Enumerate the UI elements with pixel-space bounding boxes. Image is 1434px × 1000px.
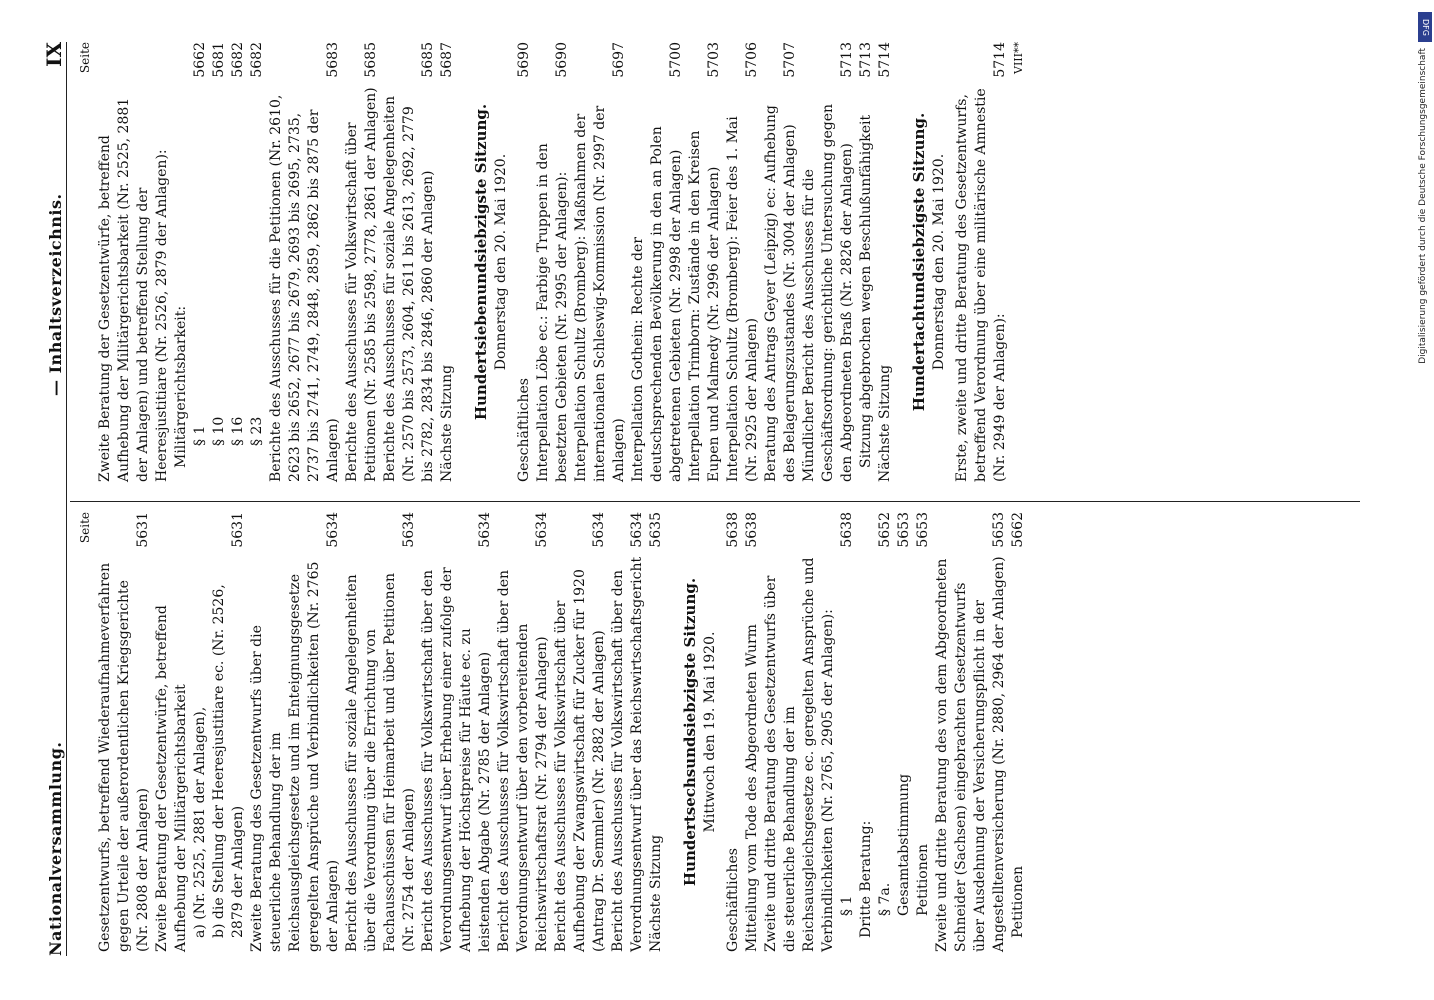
page-number: IX [42, 42, 66, 67]
toc-entry [876, 42, 895, 482]
toc-entry-text: Petitionen [915, 843, 931, 916]
toc-entry [914, 512, 933, 952]
toc-entry-text: Interpellation Schultz (Bromberg): Maßnahmen der internationalen Schleswig-Kommission (Nr. 2997 der Anlagen) [573, 105, 627, 482]
toc-entry-text: a) (Nr. 2525, 2881 der Anlagen), [192, 706, 208, 938]
toc-entry-text: § 23 [249, 416, 265, 446]
toc-entry-text: Bericht des Ausschusses für Volkswirtschaft über den Verordnungsentwurf über das Reichswirtschaftsgericht [610, 556, 645, 952]
toc-entry-page: 5634 [477, 512, 493, 548]
toc-entry [495, 512, 552, 952]
toc-entry [1009, 512, 1028, 952]
toc-entry-page: 5634 [591, 512, 607, 548]
seite-label: Seite [78, 512, 92, 544]
toc-entry-page: 5634 [534, 512, 550, 548]
toc-entry [552, 512, 609, 952]
header-right-title: — Inhaltsverzeichnis. [46, 193, 65, 396]
toc-entry-page: 5685 [420, 42, 436, 78]
toc-entry-text: Interpellation Schultz (Bromberg): Feier des 1. Mai (Nr. 2925 der Anlagen) [725, 116, 760, 482]
toc-entry-page: 5690 [516, 42, 532, 78]
toc-entry [838, 512, 857, 952]
toc-entry [438, 42, 457, 482]
toc-entry-text: Interpellation Trimborn: Zustände in den Kreisen Eupen und Malmedy (Nr. 2996 der Anlagen) [687, 130, 722, 482]
toc-entry-text: Mündlicher Bericht des Ausschusses für die Geschäftsordnung: gerichtliche Untersuchung gegen den Abgeordneten Braß (Nr. 2826 der Anlagen) [801, 104, 855, 482]
right-section2-entries-list [953, 42, 1010, 482]
toc-entry-text: § 10 [211, 416, 227, 446]
toc-entry-text: Bericht des Ausschusses für Volkswirtschaft über Aufhebung der Zwangswirtschaft für Zucker für 1920 (Antrag Dr. Semmler) (Nr. 2882 der Anlagen) [553, 569, 607, 952]
right-entries-list [96, 42, 457, 482]
section-title: Hundertachtundsiebzigste Sitzung. [910, 112, 928, 412]
toc-entry-page: 5631 [135, 512, 151, 548]
toc-entry-text: Interpellation Löbe ec.: Farbige Truppen in den besetzten Gebieten (Nr. 2995 der Anlagen): [535, 143, 570, 482]
toc-entry-text: Mitteilung vom Tode des Abgeordneten Wurm [744, 624, 760, 952]
toc-entry [724, 42, 762, 482]
toc-entry-page: 5713 [839, 42, 855, 78]
toc-entry [248, 512, 343, 952]
toc-entry-page: 5707 [782, 42, 798, 78]
toc-entry-page: 5681 [211, 42, 227, 78]
toc-entry-page: 5697 [611, 42, 627, 78]
toc-entry-text: Bericht des Ausschusses für soziale Angelegenheiten über die Verordnung über die Errichtung von Fachausschüssen für Heimarbeit und über Petitionen (Nr. 2754 der Anlagen) [344, 572, 417, 952]
toc-entry [895, 512, 914, 952]
toc-entry [96, 512, 153, 952]
header-rule [66, 42, 67, 956]
toc-entry-text: b) die Stellung der Heeresjustitiare ec. (Nr. 2526, 2879 der Anlagen) [211, 584, 246, 938]
toc-entry-text: Interpellation Gothein: Rechte der deutschsprechenden Bevölkerung in den an Polen abgetretenen Gebieten (Nr. 2998 der Anlagen) [630, 126, 684, 482]
toc-entry-page: 5631 [230, 512, 246, 548]
toc-entry [686, 42, 724, 482]
toc-entry-page: 5662 [192, 42, 208, 78]
left-section-entries-list [724, 512, 1028, 952]
toc-entry-page: 5635 [648, 512, 664, 548]
toc-entry-text: § 1 [839, 895, 855, 916]
section-date: Donnerstag den 20. Mai 1920. [493, 153, 509, 371]
toc-entry-text: Berichte des Ausschusses für die Petitionen (Nr. 2610, 2623 bis 2652, 2677 bis 2679, 2693 bis 2695, 2735, 2737 bis 2741, 2749, 2848, 2859, 2862 bis 2875 der Anlagen) [268, 94, 341, 482]
toc-entry-page: 5634 [401, 512, 417, 548]
column-divider [70, 501, 1360, 502]
toc-entry [609, 512, 647, 952]
toc-entry [267, 42, 343, 482]
toc-entry-text: § 7a. [877, 882, 893, 916]
toc-entry-text: Berichte des Ausschusses für soziale Angelegenheiten (Nr. 2570 bis 2573, 2604, 2611 bis 2613, 2692, 2779 bis 2782, 2834 bis 2846, 2860 der Anlagen) [382, 96, 436, 482]
toc-entry-page: 5687 [439, 42, 455, 78]
toc-entry [534, 42, 572, 482]
toc-entry-text: Geschäftliches [725, 848, 741, 952]
section-date: Donnerstag den 20. Mai 1920. [931, 153, 947, 371]
left-entries-list [96, 512, 666, 952]
toc-entry-text: Gesetzentwurfs, betreffend Wiederaufnahmeverfahren gegen Urteile der außerordentlichen Kriegsgerichte (Nr. 2808 der Anlagen) [97, 562, 151, 952]
section-title: Hundertsechsundsiebzigste Sitzung. [681, 577, 699, 887]
toc-entry [724, 512, 743, 952]
toc-entry-page: 5713 [858, 42, 874, 78]
toc-entry [343, 512, 419, 952]
toc-entry [857, 42, 876, 482]
toc-entry-text: Dritte Beratung: [858, 820, 874, 938]
toc-entry [762, 512, 838, 952]
toc-entry [419, 512, 495, 952]
toc-entry-page: 5682 [230, 42, 246, 78]
toc-entry-text: Berichte des Ausschusses für Volkswirtschaft über Petitionen (Nr. 2585 bis 2598, 2778, 2861 der Anlagen) [344, 87, 379, 482]
toc-entry [629, 42, 686, 482]
toc-entry-text: Erste, zweite und dritte Beratung des Gesetzentwurfs, betreffend Verordnung über eine militärische Amnestie (Nr. 2949 der Anlagen): [954, 88, 1008, 482]
toc-entry-page: 5714 [992, 42, 1008, 78]
header-left-title: Nationalversammlung. [46, 741, 65, 956]
toc-entry-page: 5706 [744, 42, 760, 78]
toc-entry-page: 5638 [744, 512, 760, 548]
seite-label: Seite [78, 42, 92, 74]
toc-entry-page: 5634 [629, 512, 645, 548]
toc-entry [343, 42, 381, 482]
toc-entry-page: 5682 [249, 42, 265, 78]
funding-caption: Digitalisierung gefördert durch die Deutsche Forschungsgemeinschaft [1418, 48, 1428, 364]
toc-entry-text: Bericht des Ausschusses für Volkswirtschaft über den Verordnungsentwurf über Erhebung einer zufolge der Aufhebung der Höchstpreise für Häute ec. zu leistenden Abgabe (Nr. 2785 der Anlagen) [420, 567, 493, 952]
signature-mark: VIII** [1012, 42, 1025, 74]
toc-entry-page: 5653 [896, 512, 912, 548]
toc-entry-page: 5685 [363, 42, 379, 78]
toc-entry [953, 42, 1010, 482]
toc-entry-text: Militärgerichtsbarkeit: [173, 305, 189, 468]
toc-entry [800, 42, 857, 482]
left-column [78, 512, 1028, 952]
toc-entry-page: 5683 [325, 42, 341, 78]
toc-entry-page: 5638 [839, 512, 855, 548]
section-date: Mittwoch den 19. Mai 1920. [702, 631, 718, 833]
toc-entry [933, 512, 1009, 952]
toc-entry [248, 42, 267, 482]
toc-entry-page: 5700 [668, 42, 684, 78]
toc-entry [876, 512, 895, 952]
toc-entry-page: 5638 [725, 512, 741, 548]
toc-entry [191, 42, 210, 482]
toc-entry-page: 5690 [554, 42, 570, 78]
toc-entry [743, 512, 762, 952]
toc-entry-text: Zweite Beratung der Gesetzentwürfe, betreffend Aufhebung der Militärgerichtsbarkeit (Nr. 2525, 2881 der Anlagen) und betreffend Stellung der Heeresjustitiare (Nr. 2526, 2879 der Anlagen): [97, 97, 170, 482]
toc-entry-page: 5652 [877, 512, 893, 548]
toc-entry-page: 5703 [706, 42, 722, 78]
toc-entry-text: Geschäftliches [516, 378, 532, 482]
toc-entry-page: 5653 [915, 512, 931, 548]
toc-entry-page: 5634 [325, 512, 341, 548]
toc-entry-page: 5714 [877, 42, 893, 78]
toc-entry-text: Beratung des Antrags Geyer (Leipzig) ec: Aufhebung des Belagerungszustandes (Nr. 3004 der Anlagen) [763, 105, 798, 482]
toc-entry-text: § 1 [192, 425, 208, 446]
toc-entry [647, 512, 666, 952]
toc-entry-text: Bericht des Ausschusses für Volkswirtschaft über den Verordnungsentwurf über den vorbereitenden Reichswirtschaftsrat (Nr. 2794 der Anlagen) [496, 569, 550, 952]
toc-entry-text: Zweite Beratung des Gesetzentwurfs über die steuerliche Behandlung der im Reichsausgleichsgesetze und im Enteignungsgesetze geregelten Ansprüche und Verbindlichkeiten (Nr. 2765 der Anlagen) [249, 561, 341, 952]
toc-entry-text: Nächste Sitzung [877, 364, 893, 482]
toc-entry-text: Sitzung abgebrochen wegen Beschlußunfähigkeit [858, 114, 874, 468]
side-caption [1418, 8, 1434, 993]
toc-entry [381, 42, 438, 482]
toc-entry-text: Petitionen [1010, 865, 1026, 938]
toc-entry-text: Zweite und dritte Beratung des Gesetzentwurfs über die steuerliche Behandlung der im Reichsausgleichsgesetze ec. geregelten Ansprüche und Verbindlichkeiten (Nr. 2765, 2905 der Anlagen): [763, 557, 836, 952]
toc-entry-text: Nächste Sitzung [648, 834, 664, 952]
toc-entry [210, 42, 229, 482]
toc-entry-text: Gesamtabstimmung [896, 773, 912, 916]
toc-entry [857, 512, 876, 952]
toc-entry [96, 42, 172, 482]
toc-entry [229, 42, 248, 482]
toc-entry [515, 42, 534, 482]
dfg-logo-icon: DFG [1418, 12, 1432, 42]
toc-entry [172, 42, 191, 482]
toc-entry-page: 5662 [1010, 512, 1026, 548]
toc-entry-text: Zweite Beratung der Gesetzentwürfe, betreffend Aufhebung der Militärgerichtsbarkeit [154, 605, 189, 952]
toc-entry [210, 512, 248, 952]
right-column [78, 42, 1025, 482]
toc-entry [153, 512, 191, 952]
section-title: Hundertsiebenundsiebzigste Sitzung. [472, 103, 490, 421]
toc-entry-text: Nächste Sitzung [439, 364, 455, 482]
toc-entry-text: Zweite und dritte Beratung des von dem Abgeordneten Schneider (Sachsen) eingebrachten Gesetzentwurfs über Ausdehnung der Versicherungspflicht in der Angestelltenversicherung (Nr. 2880, 2964 der Anlagen) [934, 556, 1007, 952]
toc-entry [191, 512, 210, 952]
toc-entry [572, 42, 629, 482]
toc-entry [762, 42, 800, 482]
toc-entry-page: 5653 [991, 512, 1007, 548]
right-section-entries-list [515, 42, 895, 482]
toc-entry-text: § 16 [230, 416, 246, 446]
